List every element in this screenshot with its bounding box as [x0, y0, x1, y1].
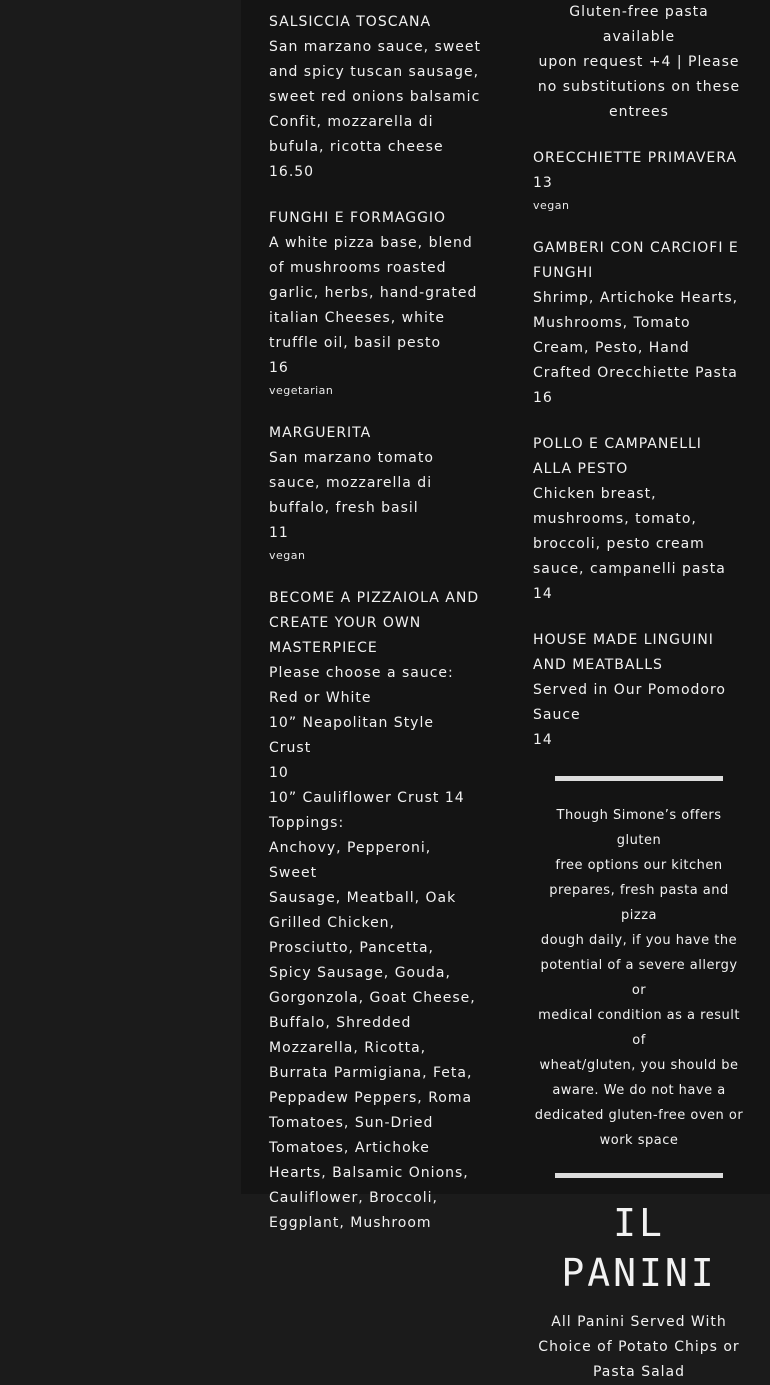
topping-line: Eggplant, Mushroom — [269, 1215, 432, 1231]
item-description-line: Chicken breast, — [533, 486, 657, 502]
item-description-line: Please choose a sauce: — [269, 665, 454, 681]
item-description-line: and spicy tuscan sausage, — [269, 64, 480, 80]
item-description-line: Mushrooms, Tomato — [533, 315, 691, 331]
item-description-line: 10” Cauliflower Crust 14 — [269, 790, 465, 806]
disclaimer-line: medical condition as a result of — [538, 1008, 740, 1048]
topping-line: Prosciutto, Pancetta, — [269, 940, 434, 956]
item-description-line: italian Cheeses, white — [269, 310, 445, 326]
section-heading: IL PANINI — [561, 1201, 717, 1295]
item-description-line: sweet red onions balsamic — [269, 89, 481, 105]
menu-item-linguini-and-meatballs — [533, 628, 745, 753]
item-description-line: sauce, campanelli pasta — [533, 561, 726, 577]
topping-line: Grilled Chicken, — [269, 915, 396, 931]
item-description-line: San marzano sauce, sweet — [269, 39, 481, 55]
dietary-tag: vegan — [269, 549, 306, 562]
topping-line: Anchovy, Pepperoni, Sweet — [269, 840, 432, 881]
section-divider — [555, 776, 723, 781]
topping-line: Sausage, Meatball, Oak — [269, 890, 457, 906]
item-description-line: Sauce — [533, 707, 581, 723]
item-description-line: garlic, herbs, hand-grated — [269, 285, 478, 301]
item-description-line: Red or White — [269, 690, 372, 706]
item-name: CREATE YOUR OWN — [269, 615, 422, 631]
topping-line: Spicy Sausage, Gouda, — [269, 965, 451, 981]
disclaimer-line: work space — [599, 1133, 679, 1148]
topping-line: Peppadew Peppers, Roma — [269, 1090, 473, 1106]
menu-item-pollo-e-campanelli — [533, 432, 745, 607]
disclaimer-line: wheat/gluten, you should be — [539, 1058, 739, 1073]
panini-section — [533, 1198, 745, 1385]
item-name: GAMBERI CON CARCIOFI E — [533, 240, 739, 256]
note-line: upon request +4 | Please — [538, 54, 740, 70]
note-line: entrees — [609, 104, 669, 120]
item-name: MASTERPIECE — [269, 640, 378, 656]
item-price: 16.50 — [269, 164, 315, 180]
section-subtitle-line: All Panini Served With — [551, 1314, 727, 1330]
item-price: 16 — [269, 360, 289, 376]
menu-item-funghi-e-formaggio — [269, 206, 481, 400]
item-description-line: Cream, Pesto, Hand — [533, 340, 690, 356]
item-price: 14 — [533, 586, 553, 602]
item-name: SALSICCIA TOSCANA — [269, 14, 432, 30]
section-subtitle-line: Choice of Potato Chips or — [538, 1339, 740, 1355]
item-name: MARGUERITA — [269, 425, 372, 441]
menu-item-salsiccia-toscana — [269, 10, 481, 185]
gluten-free-pasta-note — [533, 0, 745, 125]
item-description-line: truffle oil, basil pesto — [269, 335, 442, 351]
dietary-tag: vegan — [533, 199, 570, 212]
item-name: ORECCHIETTE PRIMAVERA — [533, 150, 738, 166]
topping-line: Burrata Parmigiana, Feta, — [269, 1065, 473, 1081]
menu-item-orecchiette-primavera — [533, 146, 745, 215]
section-divider — [555, 1173, 723, 1178]
item-description-line: Confit, mozzarella di — [269, 114, 434, 130]
disclaimer-line: dough daily, if you have the — [540, 933, 738, 948]
note-line: Gluten-free pasta available — [569, 4, 709, 45]
topping-line: Mozzarella, Ricotta, — [269, 1040, 427, 1056]
item-description-line: buffalo, fresh basil — [269, 500, 419, 516]
item-price: 11 — [269, 525, 289, 541]
item-description-line: A white pizza base, blend — [269, 235, 473, 251]
topping-line: Hearts, Balsamic Onions, — [269, 1165, 469, 1181]
topping-line: Tomatoes, Artichoke — [269, 1140, 430, 1156]
item-name: ALLA PESTO — [533, 461, 629, 477]
section-subtitle-line: Pasta Salad — [592, 1364, 686, 1380]
topping-line: Tomatoes, Sun-Dried — [269, 1115, 434, 1131]
page-background-left — [0, 0, 241, 1194]
menu-item-build-your-own — [269, 586, 481, 1236]
item-description-line: Toppings: — [269, 815, 345, 831]
disclaimer-line: potential of a severe allergy or — [540, 958, 738, 998]
allergy-disclaimer — [533, 803, 745, 1153]
item-name: AND MEATBALLS — [533, 657, 663, 673]
item-description-line: Crafted Orecchiette Pasta — [533, 365, 738, 381]
menu-item-gamberi-con-carciofi — [533, 236, 745, 411]
topping-line: Buffalo, Shredded — [269, 1015, 412, 1031]
item-description-line: San marzano tomato — [269, 450, 434, 466]
item-price: 14 — [533, 732, 553, 748]
item-description-line: of mushrooms roasted — [269, 260, 447, 276]
item-name: HOUSE MADE LINGUINI — [533, 632, 714, 648]
item-name: FUNGHI — [533, 265, 594, 281]
item-description-line: Shrimp, Artichoke Hearts, — [533, 290, 739, 306]
item-description-line: sauce, mozzarella di — [269, 475, 433, 491]
note-line: no substitutions on these — [537, 79, 741, 95]
item-description-line: 10” Neapolitan Style Crust — [269, 715, 434, 756]
item-description-line: broccoli, pesto cream — [533, 536, 705, 552]
item-price: 16 — [533, 390, 553, 406]
item-name: BECOME A PIZZAIOLA AND — [269, 590, 480, 606]
disclaimer-line: free options our kitchen — [555, 858, 723, 873]
dietary-tag: vegetarian — [269, 384, 334, 397]
disclaimer-line: dedicated gluten-free oven or — [534, 1108, 744, 1123]
disclaimer-line: aware. We do not have a — [552, 1083, 726, 1098]
item-price: 10 — [269, 765, 289, 781]
pizza-column — [269, 10, 481, 1257]
item-description-line: bufula, ricotta cheese — [269, 139, 444, 155]
item-price: 13 — [533, 175, 553, 191]
menu-item-marguerita — [269, 421, 481, 565]
disclaimer-line: prepares, fresh pasta and pizza — [549, 883, 729, 923]
item-description-line: Served in Our Pomodoro — [533, 682, 726, 698]
item-name: POLLO E CAMPANELLI — [533, 436, 702, 452]
item-description-line: mushrooms, tomato, — [533, 511, 697, 527]
pasta-column — [533, 0, 745, 1385]
topping-line: Gorgonzola, Goat Cheese, — [269, 990, 476, 1006]
disclaimer-line: Though Simone’s offers gluten — [556, 808, 722, 848]
item-name: FUNGHI E FORMAGGIO — [269, 210, 447, 226]
topping-line: Cauliflower, Broccoli, — [269, 1190, 438, 1206]
